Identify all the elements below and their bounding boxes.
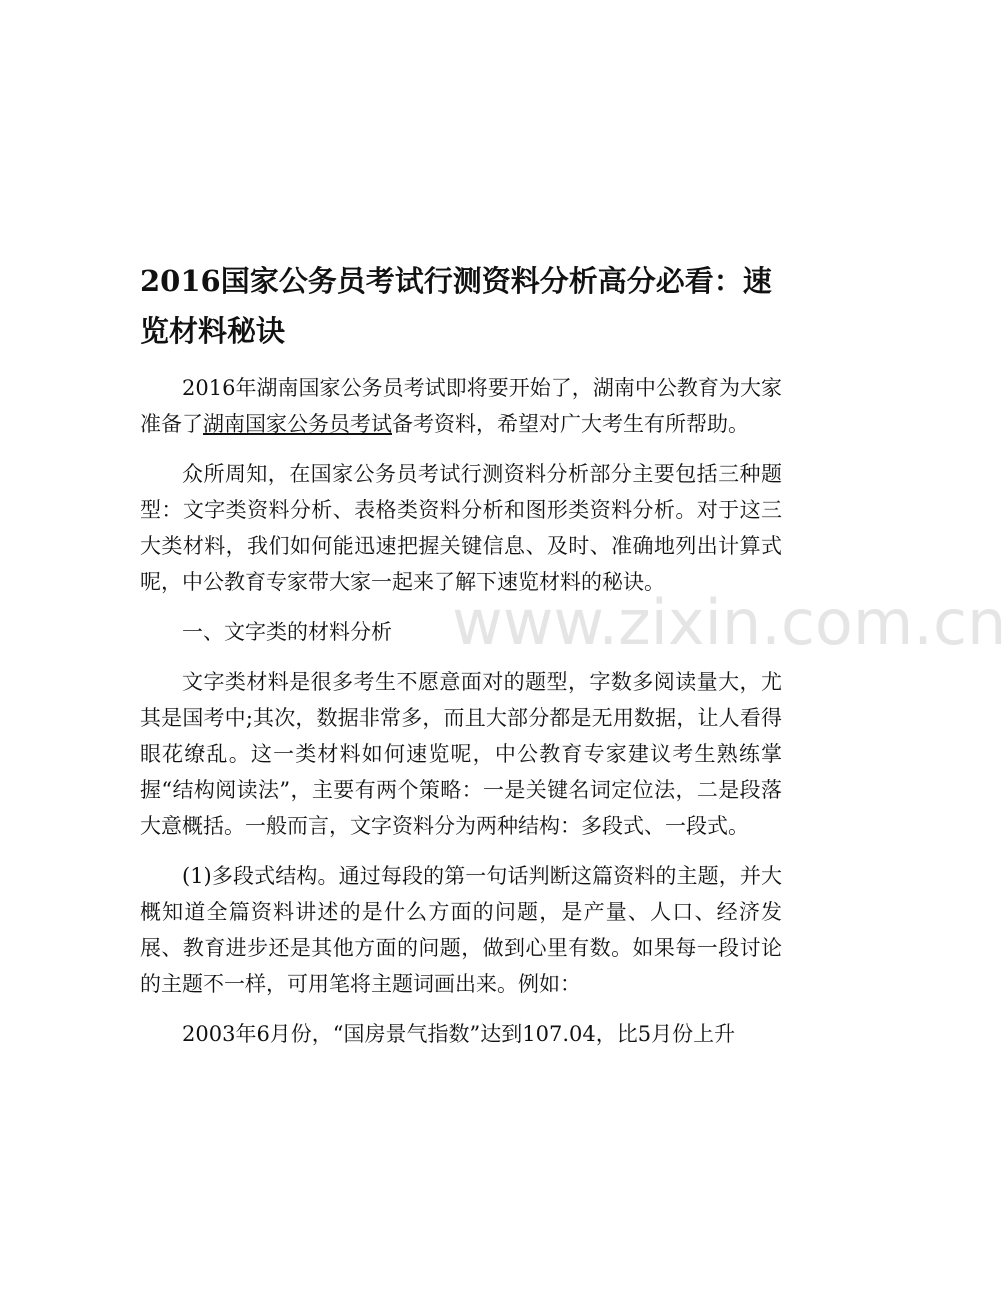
exam-link[interactable]: 湖南国家公务员考试 (203, 412, 392, 436)
intro-paragraph (140, 370, 782, 442)
document-body (140, 256, 782, 1066)
document-title: 2016国家公务员考试行测资料分析高分必看：速览材料秘诀 (140, 264, 772, 348)
paragraph-example: 2003年6月份，“国房景气指数”达到107.04，比5月份上升 (182, 1022, 736, 1046)
intro-text-before-link: 2016年湖南国家公务员考试即将要开始了，湖南中公教育为大家准备了 (140, 376, 782, 436)
paragraph-multi-segment: (1)多段式结构。通过每段的第一句话判断这篇资料的主题，并大概知道全篇资料讲述的是什么方面的问题，是产量、人口、经济发展、教育进步还是其他方面的问题，做到心里有数。如果每一段讨论的主题不一样，可用笔将主题词画出来。例如： (140, 864, 782, 996)
paragraph-overview: 众所周知，在国家公务员考试行测资料分析部分主要包括三种题型：文字类资料分析、表格类资料分析和图形类资料分析。对于这三大类材料，我们如何能迅速把握关键信息、及时、准确地列出计算式呢，中公教育专家带大家一起来了解下速览材料的秘诀。 (140, 462, 782, 594)
watermark-text: www.zixin.com.cn (452, 586, 1006, 659)
paragraph-text-materials: 文字类材料是很多考生不愿意面对的题型，字数多阅读量大，尤其是国考中;其次，数据非常多，而且大部分都是无用数据，让人看得眼花缭乱。这一类材料如何速览呢，中公教育专家建议考生熟练掌握“结构阅读法”，主要有两个策略：一是关键名词定位法，二是段落大意概括。一般而言，文字资料分为两种结构：多段式、一段式。 (140, 670, 782, 838)
intro-text-after-link: 备考资料，希望对广大考生有所帮助。 (392, 412, 749, 436)
section-heading-text-materials: 一、文字类的材料分析 (182, 620, 392, 644)
